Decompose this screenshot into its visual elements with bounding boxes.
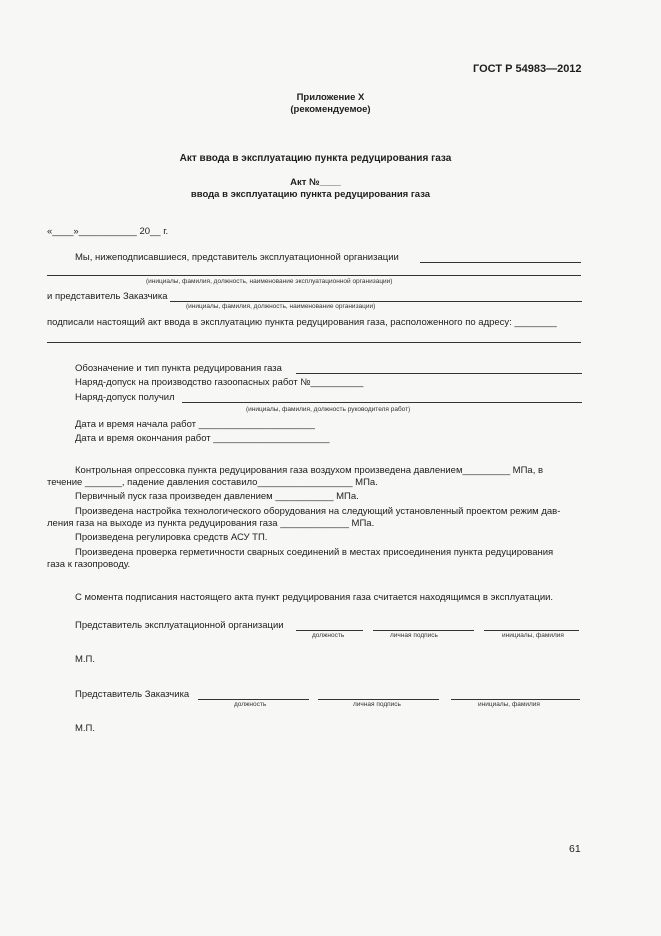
field-start: Дата и время начала работ ______________________	[75, 419, 315, 430]
blank-line	[296, 630, 363, 631]
field-permit-received: Наряд-допуск получил	[75, 392, 175, 403]
body-line: Первичный пуск газа произведен давлением ___________ МПа.	[75, 491, 359, 502]
body-line: ления газа на выходе из пункта редуцирования газа _____________ МПа.	[47, 518, 375, 529]
act-number: Акт №____	[290, 177, 341, 188]
date-line: «____»___________ 20__ г.	[47, 226, 169, 237]
signature-customer-label: Представитель Заказчика	[75, 689, 190, 700]
signature-operator-label: Представитель эксплуатационной организации	[75, 620, 284, 631]
blank-line	[47, 275, 581, 276]
standard-code: ГОСТ Р 54983—2012	[473, 63, 582, 75]
appendix-title: Приложение Х	[296, 92, 365, 103]
blank-line	[296, 373, 582, 374]
body-line: Произведена настройка технологического оборудования на следующий установленный проектом режим дав-	[75, 506, 561, 517]
caption-operator: (инициалы, фамилия, должность, наименование эксплуатационной организации)	[146, 278, 393, 285]
caption-position: должность	[234, 701, 267, 708]
body-line: газа к газопроводу.	[47, 559, 131, 570]
caption-name: инициалы, фамилия	[502, 632, 564, 639]
act-title: Акт ввода в эксплуатацию пункта редуцирования газа	[179, 153, 452, 164]
page-number: 61	[569, 843, 581, 855]
blank-line	[198, 699, 309, 700]
appendix-subtitle: (рекомендуемое)	[290, 104, 371, 115]
body-line: Произведена регулировка средств АСУ ТП.	[75, 532, 268, 543]
field-permit: Наряд-допуск на производство газоопасных работ №__________	[75, 377, 364, 388]
party-customer-text: и представитель Заказчика	[47, 291, 168, 302]
caption-name: инициалы, фамилия	[478, 701, 540, 708]
blank-line	[47, 342, 581, 343]
body-line: Контрольная опрессовка пункта редуцирования газа воздухом произведена давлением_________ МПа, в	[75, 465, 544, 476]
caption-signature: личная подпись	[353, 701, 401, 708]
blank-line	[318, 699, 439, 700]
caption-position: должность	[312, 632, 345, 639]
caption-signature: личная подпись	[390, 632, 438, 639]
blank-line	[420, 262, 581, 263]
blank-line	[170, 301, 582, 302]
caption-supervisor: (инициалы, фамилия, должность руководителя работ)	[246, 406, 411, 413]
stamp-label: М.П.	[75, 654, 96, 665]
blank-line	[373, 630, 474, 631]
party-operator-text: Мы, нижеподписавшиеся, представитель эксплуатационной организации	[75, 252, 399, 263]
field-type: Обозначение и тип пункта редуцирования газа	[75, 363, 282, 374]
body-line: течение _______, падение давления составило__________________ МПа.	[47, 477, 378, 488]
blank-line	[182, 402, 582, 403]
body-line: С момента подписания настоящего акта пункт редуцирования газа считается находящимся в эксплуатации.	[75, 592, 554, 603]
body-line: Произведена проверка герметичности сварных соединений в местах присоединения пункта редуцирования	[75, 547, 554, 558]
address-text: подписали настоящий акт ввода в эксплуатацию пункта редуцирования газа, расположенного по адресу: ________	[47, 317, 557, 328]
field-end: Дата и время окончания работ ______________________	[75, 433, 330, 444]
blank-line	[484, 630, 579, 631]
act-subtitle: ввода в эксплуатацию пункта редуцирования газа	[190, 189, 431, 200]
blank-line	[451, 699, 580, 700]
stamp-label: М.П.	[75, 723, 96, 734]
caption-customer: (инициалы, фамилия, должность, наименование организации)	[186, 303, 376, 310]
